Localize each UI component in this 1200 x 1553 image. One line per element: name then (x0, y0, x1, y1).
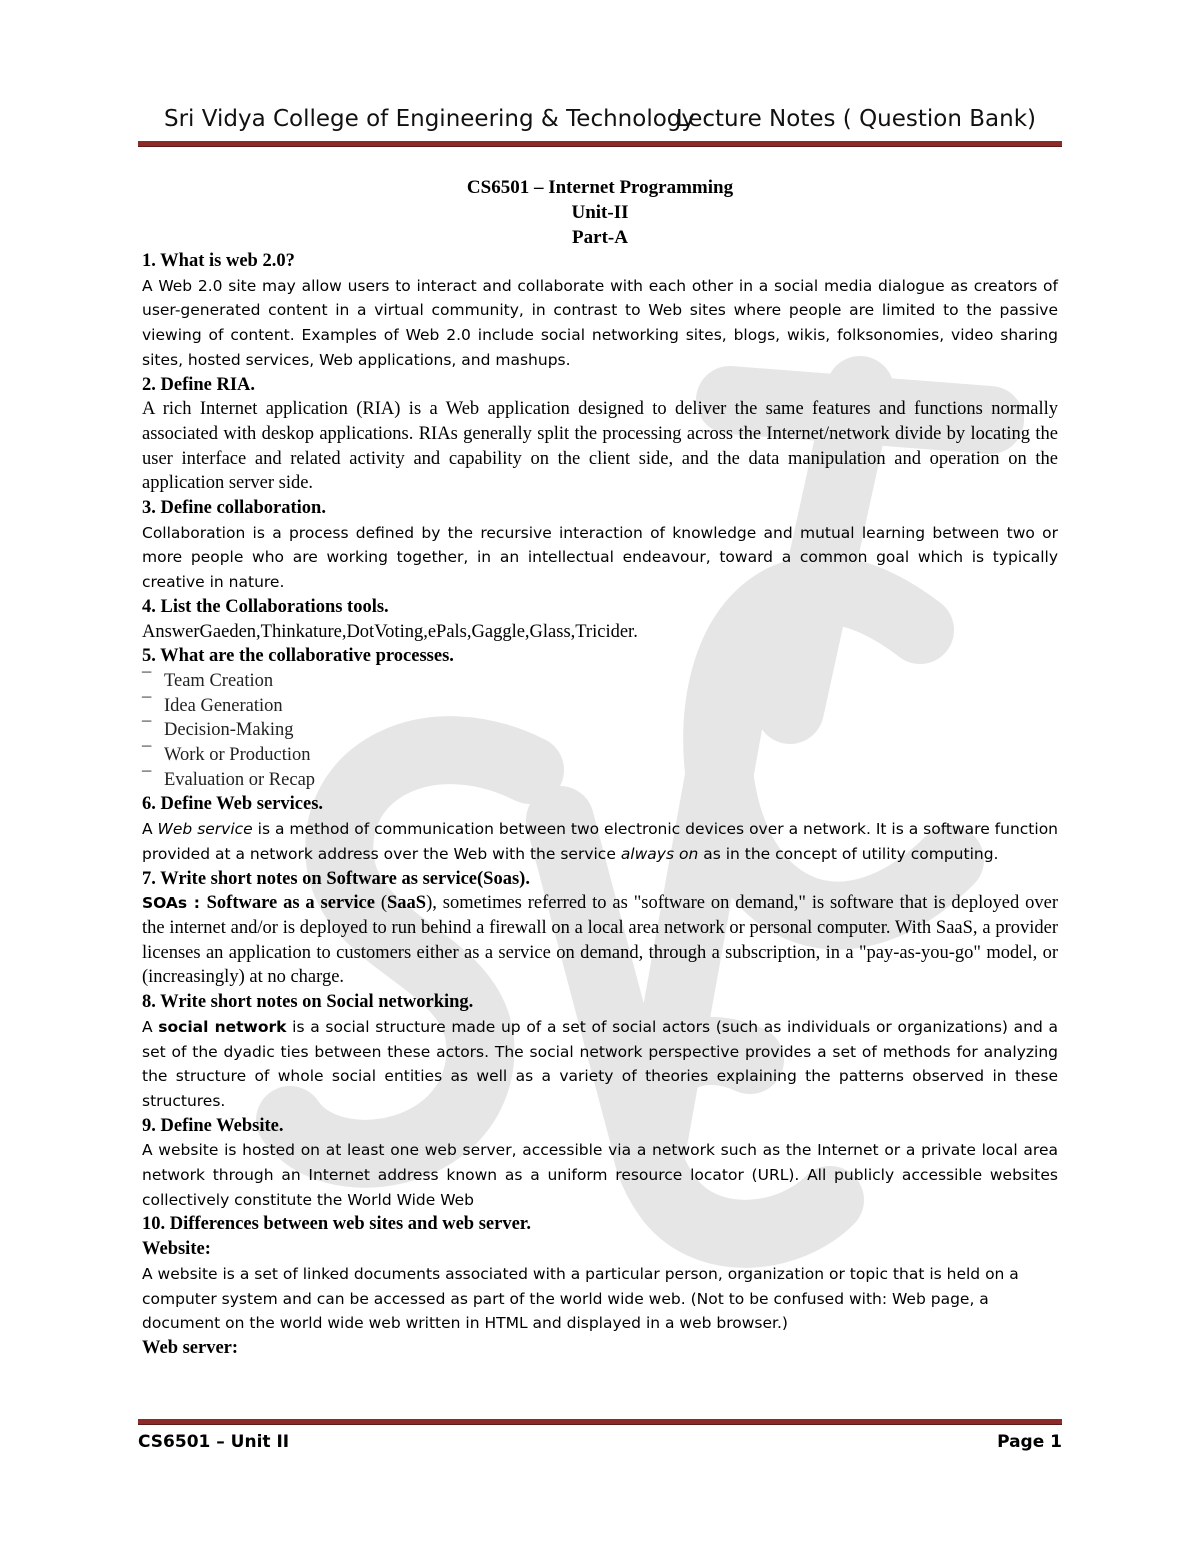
process-list (142, 669, 1058, 793)
dash-bullet: ¯ (142, 670, 152, 691)
list-item: ¯ Idea Generation (142, 694, 1058, 719)
answer-7: SOAs : Software as a service (SaaS), sometimes referred to as "software on demand," is software that is deployed over the internet and/or is deployed to run behind a firewall on a local area network or personal computer. With SaaS, a provider licenses an application to customers either as a service on demand, through a subscription, in a "pay-as-you-go" model, or (increasingly) at no charge. (142, 893, 1058, 988)
dash-bullet: ¯ (142, 695, 152, 716)
abbr-saas: SaaS (387, 893, 427, 914)
running-header (138, 106, 1062, 140)
question-1: 1. What is web 2.0? (142, 251, 295, 271)
unit-title: Unit-II (571, 202, 629, 223)
question-8: 8. Write short notes on Social networking. (142, 992, 474, 1013)
term-social-network: social network (158, 1017, 287, 1036)
webserver-label: Web server: (142, 1337, 239, 1358)
answer-3: Collaboration is a process defined by the recursive interaction of knowledge and mutual learning between two or more people who are working together, in an intellectual endeavour, toward a common goal which is typically creative in nature. (142, 523, 1058, 592)
answer-1: A Web 2.0 site may allow users to interact and collaborate with each other in a social media dialogue as creators of user-generated content in a virtual community, in contrast to Web sites where people are limited to the passive viewing of content. Examples of Web 2.0 include social networking sites, blogs, wikis, folksonomies, video sharing sites, hosted services, Web applications, and mashups. (142, 276, 1058, 369)
answer-6: A Web service is a method of communication between two electronic devices over a network. It is a software function provided at a network address over the Web with the service always on as in the concept of utility computing. (142, 820, 1059, 863)
answer-4: AnswerGaeden,Thinkature,DotVoting,ePals,Gaggle,Glass,Tricider. (142, 621, 638, 642)
question-9: 9. Define Website. (142, 1115, 284, 1136)
website-definition: A website is a set of linked documents associated with a particular person, organization or topic that is held on a computer system and can be accessed as part of the world wide web. (Not to be confused with: Web page, a document on the world wide web written in HTML and displayed in a web browser.) (142, 1264, 1019, 1333)
question-2: 2. Define RIA. (142, 374, 256, 395)
course-title: CS6501 – Internet Programming (466, 177, 734, 198)
question-6: 6. Define Web services. (142, 794, 324, 815)
part-title: Part-A (572, 227, 628, 248)
question-bank (142, 249, 1058, 1361)
dash-bullet: ¯ (142, 745, 152, 766)
answer-9: A website is hosted on at least one web server, accessible via a network such as the Internet or a private local area network through an Internet address known as a uniform resource locator (URL). All publicly accessible websites collectively constitute the World Wide Web (142, 1141, 1058, 1209)
website-label: Website: (142, 1239, 211, 1260)
footer-unit: CS6501 – Unit II (138, 1432, 290, 1452)
question-3: 3. Define collaboration. (142, 498, 326, 519)
footer-rule (138, 1419, 1062, 1425)
list-item: ¯ Decision-Making (142, 718, 1058, 743)
question-7: 7. Write short notes on Software as service(Soas). (142, 868, 530, 889)
question-4: 4. List the Collaborations tools. (142, 596, 389, 617)
page-number: Page 1 (997, 1432, 1062, 1452)
dash-bullet: ¯ (142, 769, 152, 790)
header-rule (138, 141, 1062, 147)
question-5: 5. What are the collaborative processes. (142, 646, 454, 667)
answer-2: A rich Internet application (RIA) is a Web application designed to deliver the same features and functions normally associated with deskop applications. RIAs generally split the processing across the Internet/network divide by locating the user interface and related activity and capability on the client side, and the data manipulation and operation on the application server side. (142, 399, 1058, 494)
document-type: Lecture Notes ( Question Bank) (675, 106, 1036, 132)
list-item: ¯ Work or Production (142, 743, 1058, 768)
title-block (138, 175, 1062, 250)
list-item: ¯ Evaluation or Recap (142, 768, 1058, 793)
term-web-service: Web service (157, 820, 253, 839)
dash-bullet: ¯ (142, 720, 152, 741)
term-always-on: always on (620, 844, 699, 863)
list-item: ¯ Team Creation (142, 669, 1058, 694)
answer-8: A social network is a social structure made up of a set of social actors (such as individuals or organizations) and a set of the dyadic ties between these actors. The social network perspective provides a set of methods for analyzing the structure of whole social entities as well as a variety of theories explaining the patterns observed in these structures. (142, 1017, 1059, 1110)
soas-lead: SOAs : (142, 894, 207, 913)
college-name: Sri Vidya College of Engineering & Technology (164, 106, 695, 132)
question-10: 10. Differences between web sites and web server. (142, 1214, 531, 1235)
term-saas: Software as a service (206, 893, 375, 914)
